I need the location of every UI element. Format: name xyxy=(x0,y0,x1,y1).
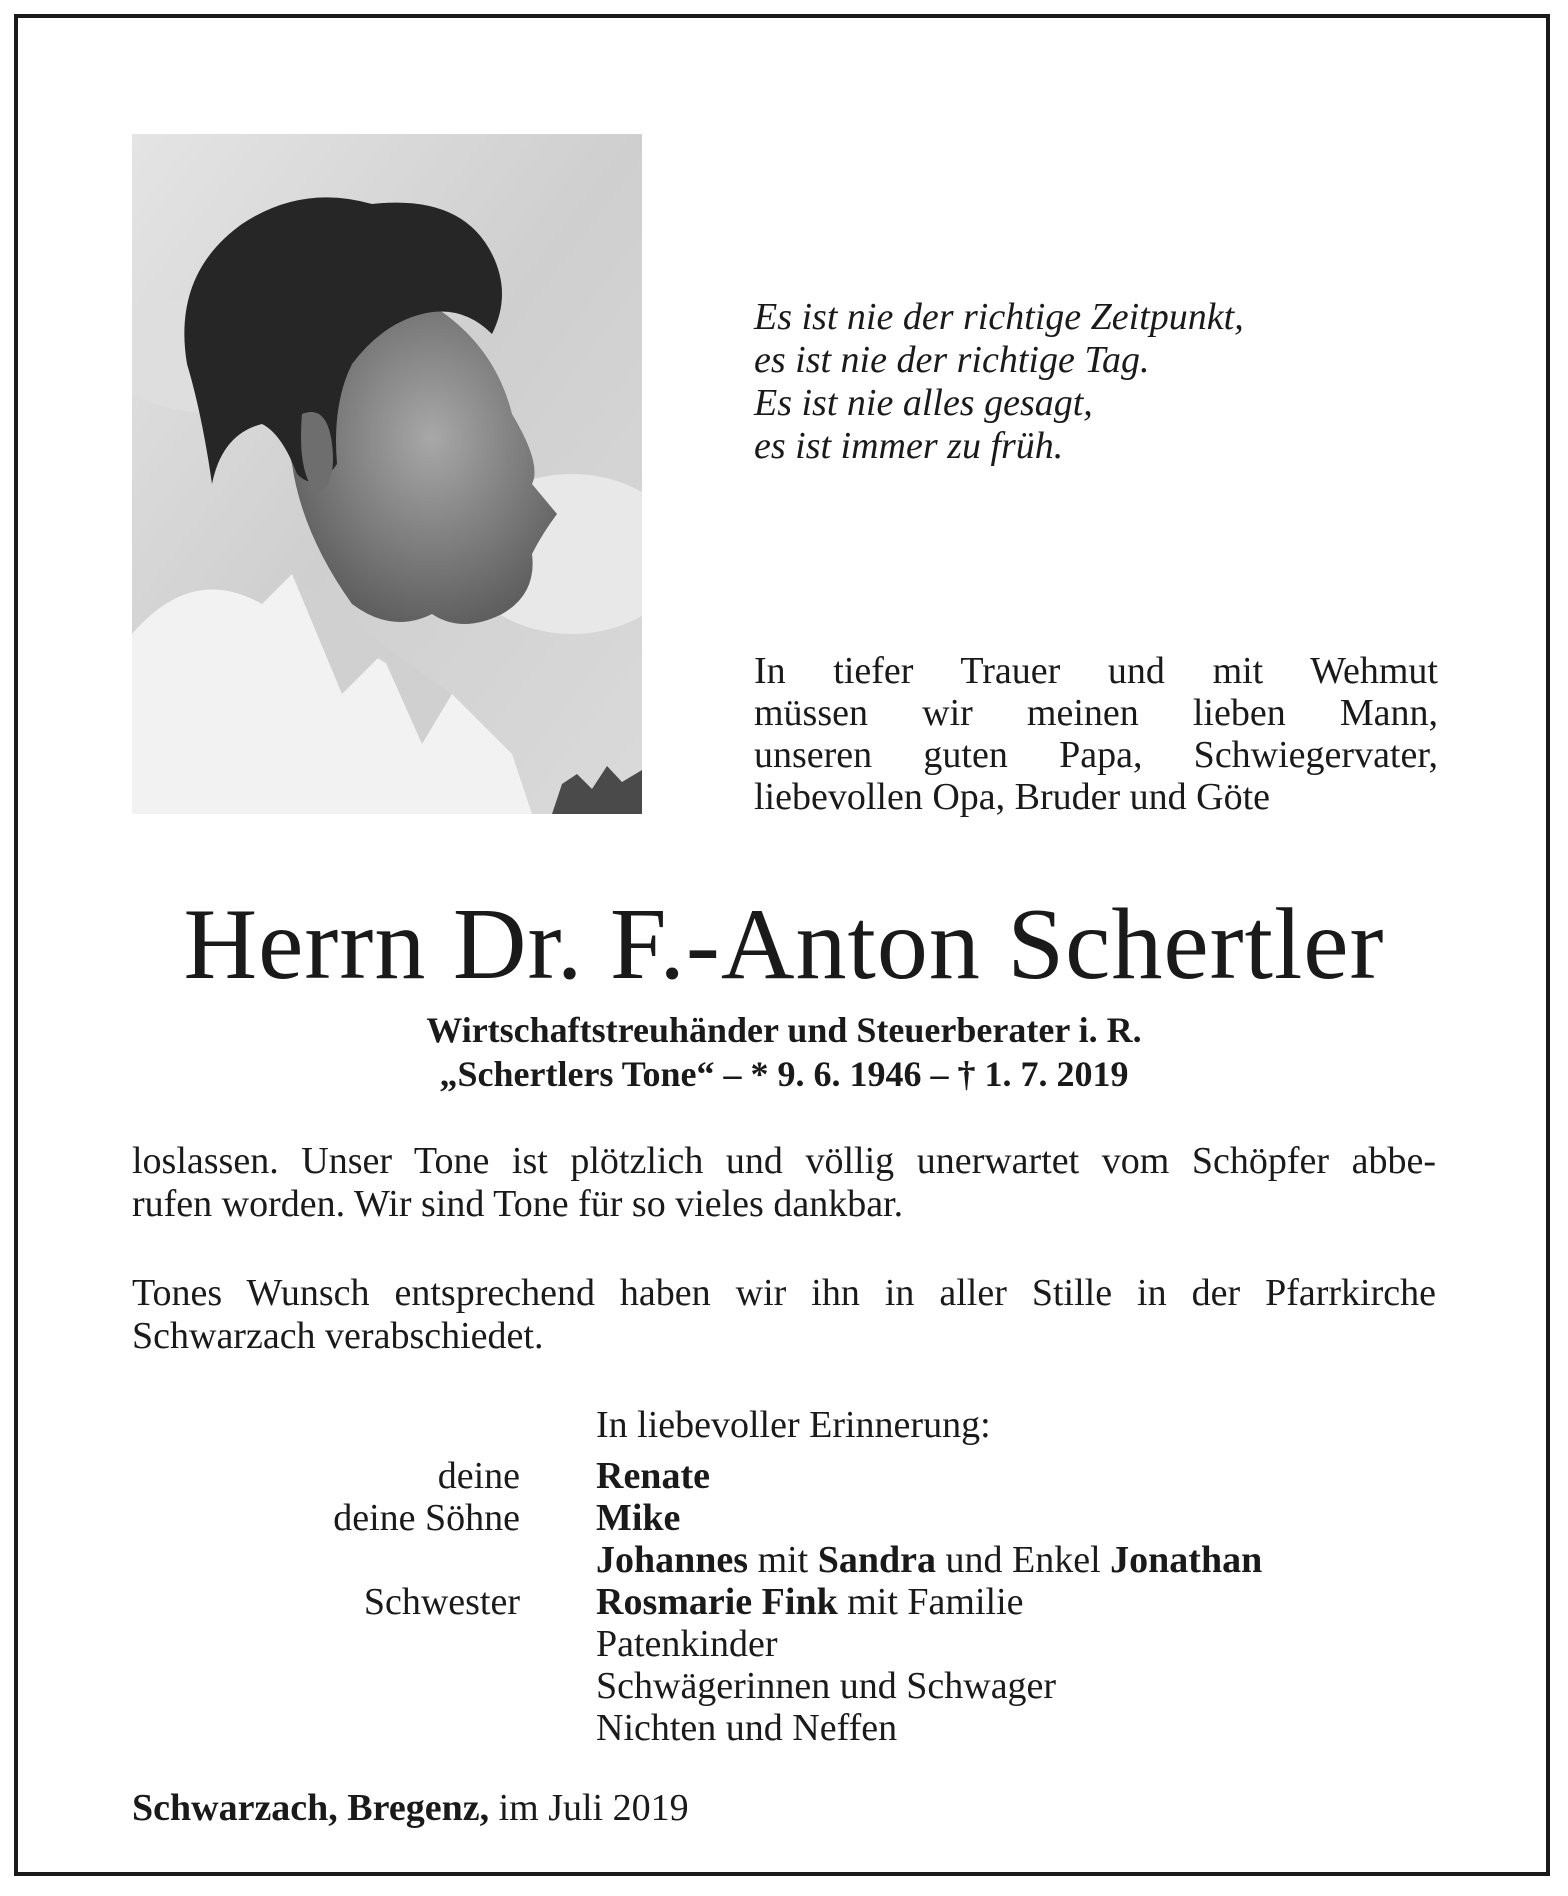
place-date xyxy=(132,1786,689,1830)
memory-heading: In liebevoller Erinnerung: xyxy=(596,1404,991,1446)
mourner-names xyxy=(596,1581,1024,1623)
connector-text: und Enkel xyxy=(936,1539,1111,1581)
paragraph-line: Tones Wunsch entsprechend haben wir ihn in aller Stille in der Pfarrkirche xyxy=(132,1272,1436,1314)
mourner-name: Sandra xyxy=(817,1539,937,1581)
mourner-name: Renate xyxy=(596,1455,710,1497)
mourner-names xyxy=(596,1539,1262,1581)
intro-line: müssen wir meinen lieben Mann, xyxy=(754,692,1438,734)
mourner-name: Johannes xyxy=(596,1539,749,1581)
paragraph-line: loslassen. Unser Tone ist plötzlich und völlig unerwartet vom Schöpfer abbe- xyxy=(132,1140,1436,1182)
mourner-name: Rosmarie Fink xyxy=(596,1581,838,1623)
mourner-names xyxy=(596,1455,710,1497)
relation: deine xyxy=(437,1455,520,1497)
intro-line: liebevollen Opa, Bruder und Göte xyxy=(754,776,1271,818)
connector-text: mit xyxy=(748,1539,818,1581)
date: im Juli 2019 xyxy=(489,1787,689,1829)
paragraph-line: Schwarzach verabschiedet. xyxy=(132,1315,544,1357)
intro-text xyxy=(754,650,1438,818)
paragraph-2 xyxy=(132,1272,1436,1358)
mourner-row xyxy=(100,1539,1520,1581)
mourner-row xyxy=(100,1497,1520,1539)
paragraph-line: rufen worden. Wir sind Tone für so vieles dankbar. xyxy=(132,1183,904,1225)
relation: deine Söhne xyxy=(333,1497,520,1539)
poem-line: Es ist nie der richtige Zeitpunkt, xyxy=(754,296,1244,338)
connector-text: mit Familie xyxy=(837,1581,1024,1623)
poem-line: es ist immer zu früh. xyxy=(754,425,1064,467)
mourner-group: Patenkinder xyxy=(596,1623,778,1665)
mourner-names xyxy=(596,1497,680,1539)
mourner-name: Mike xyxy=(596,1497,681,1539)
mourner-name: Jonathan xyxy=(1110,1539,1263,1581)
mourner-row xyxy=(100,1623,1520,1665)
mourner-row xyxy=(100,1455,1520,1497)
intro-line: In tiefer Trauer und mit Wehmut xyxy=(754,650,1438,692)
life-dates: „Schertlers Tone“ – * 9. 6. 1946 – † 1. 7. 2019 xyxy=(439,1054,1129,1094)
poem-line: Es ist nie alles gesagt, xyxy=(754,382,1093,424)
intro-line: unseren guten Papa, Schwiegervater, xyxy=(754,734,1438,776)
portrait-photo xyxy=(132,134,642,814)
paragraph-1 xyxy=(132,1140,1436,1226)
mourner-row xyxy=(100,1707,1520,1749)
deceased-name: Herrn Dr. F.-Anton Schertler xyxy=(183,888,1385,1001)
mourner-row xyxy=(100,1581,1520,1623)
mourner-group: Schwägerinnen und Schwager xyxy=(596,1665,1057,1707)
subtitle xyxy=(0,1008,1568,1096)
poem xyxy=(754,296,1454,468)
mourners-list xyxy=(100,1455,1520,1749)
mourner-group: Nichten und Neffen xyxy=(596,1707,898,1749)
profession: Wirtschaftstreuhänder und Steuerberater i. R. xyxy=(426,1010,1142,1050)
poem-line: es ist nie der richtige Tag. xyxy=(754,339,1150,381)
relation: Schwester xyxy=(363,1581,520,1623)
place: Schwarzach, Bregenz, xyxy=(132,1787,490,1829)
mourner-row xyxy=(100,1665,1520,1707)
